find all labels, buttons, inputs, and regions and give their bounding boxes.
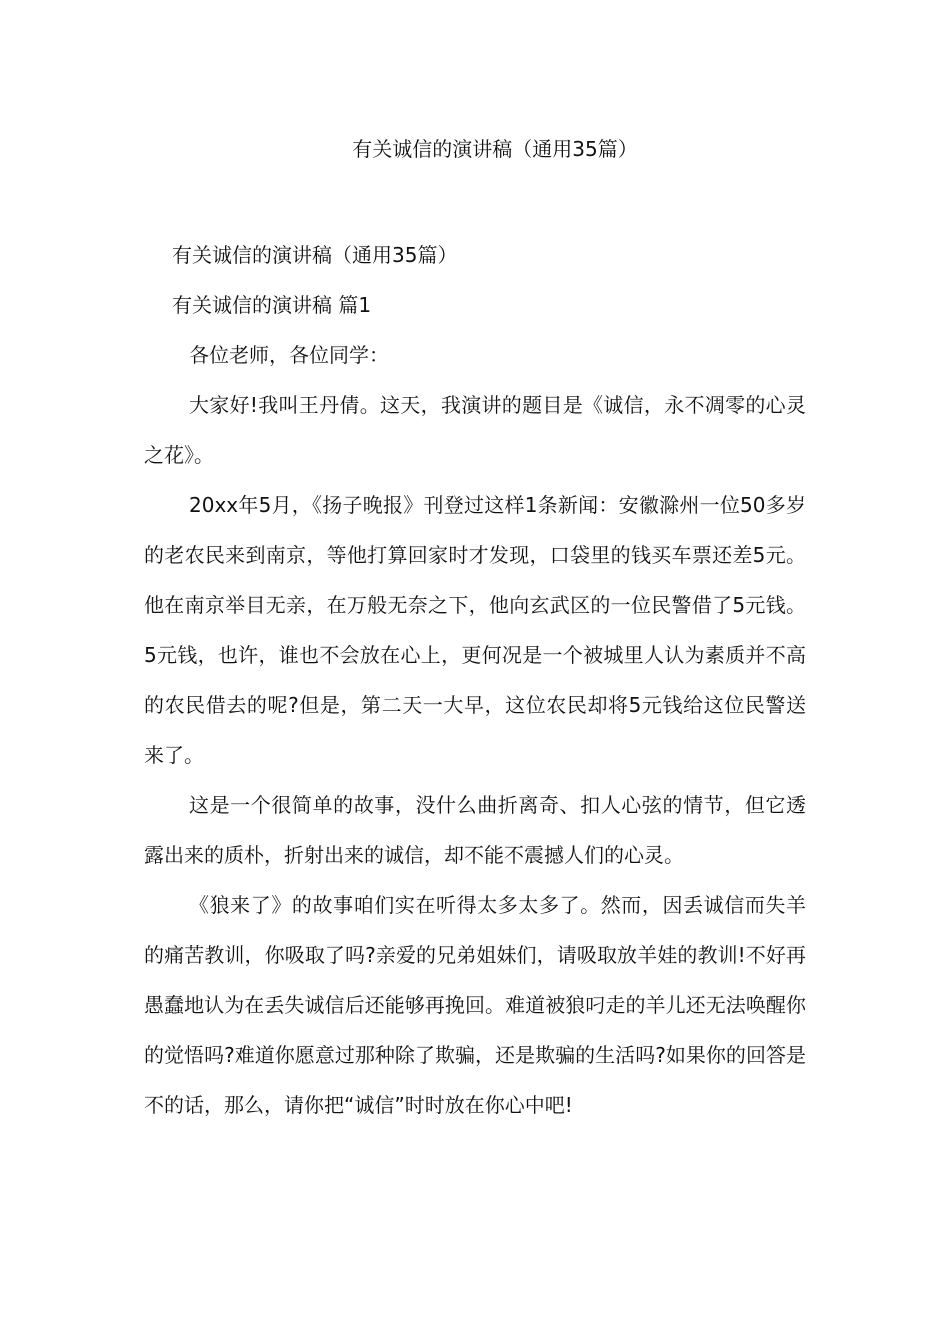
document-body — [144, 230, 806, 1130]
paragraph-reflection: 这是一个很简单的故事，没什么曲折离奇、扣人心弦的情节，但它透露出来的质朴，折射出来的诚信，却不能不震撼人们的心灵。 — [144, 793, 806, 867]
paragraph-wolf-story: 《狼来了》的故事咱们实在听得太多太多了。然而，因丢诚信而失羊的痛苦教训，你吸取了吗?亲爱的兄弟姐妹们，请吸取放羊娃的教训!不好再愚蠢地认为在丢失诚信后还能够再挽回。难道被狼叼走的羊儿还无法唤醒你的觉悟吗?难道你愿意过那种除了欺骗，还是欺骗的生活吗?如果你的回答是不的话，那么，请你把“诚信”时时放在你心中吧! — [144, 893, 806, 1117]
document-title: 有关诚信的演讲稿（通用35篇） — [352, 137, 638, 161]
paragraph-salutation: 各位老师，各位同学： — [189, 343, 389, 367]
section-heading: 有关诚信的演讲稿 篇1 — [172, 293, 372, 317]
paragraph-greeting: 大家好!我叫王丹倩。这天，我演讲的题目是《诚信，永不凋零的心灵之花》。 — [144, 393, 806, 467]
paragraph-news-story: 20xx年5月，《扬子晚报》刊登过这样1条新闻：安徽滁州一位50多岁的老农民来到南京，等他打算回家时才发现，口袋里的钱买车票还差5元。他在南京举目无亲，在万般无奈之下，他向玄武区的一位民警借了5元钱。5元钱，也许，谁也不会放在心上，更何况是一个被城里人认为素质并不高的农民借去的呢?但是，第二天一大早，这位农民却将5元钱给这位民警送来了。 — [144, 493, 806, 767]
document-subtitle: 有关诚信的演讲稿（通用35篇） — [172, 243, 458, 267]
